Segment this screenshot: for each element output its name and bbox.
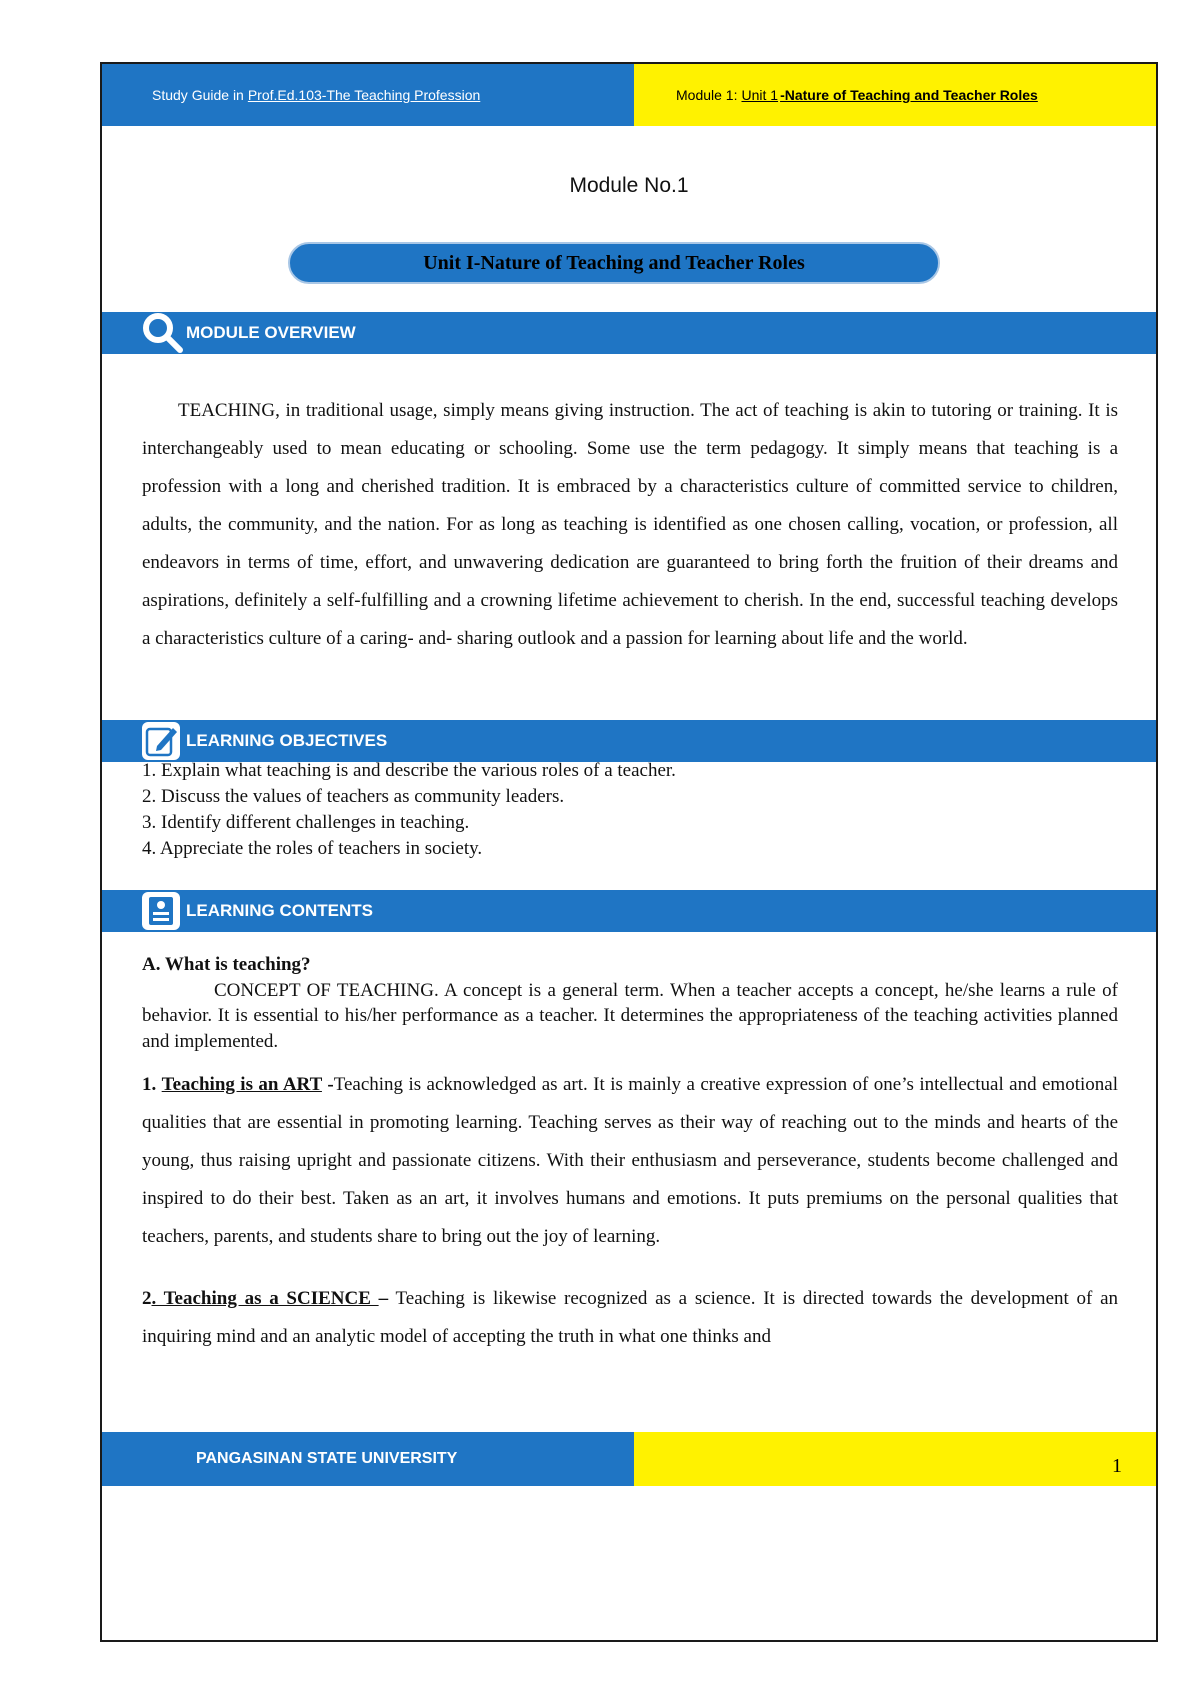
art-dash: - [321,1074,334,1095]
objective-item: 4. Appreciate the roles of teachers in society. [142,838,483,859]
objective-item: 2. Discuss the values of teachers as community leaders. [142,786,565,807]
art-number: 1. [142,1074,157,1095]
objective-item: 1. Explain what teaching is and describe the various roles of a teacher. [142,760,676,781]
concept-text: . A concept is a general term. When a teacher accepts a concept, he/she learns a rule of behavior. It is essential to his/her performance as a teacher. It determines the appropriateness of the teaching activities planned and implemented. [142,979,1118,1052]
learning-contents-bar [102,890,1156,932]
university-name: PANGASINAN STATE UNIVERSITY [196,1450,458,1467]
module-overview-text: TEACHING, in traditional usage, simply means giving instruction. The act of teaching is akin to tutoring or training. It is interchangeably used to mean educating or schooling. Some use the term pedagogy. It simply means that teaching is a profession with a long and cherished tradition. It is embraced by a characteristics culture of committed service to children, adults, the community, and the nation. For as long as teaching is identified as one chosen calling, vocation, or profession, all endeavors in terms of time, effort, and unwavering dedication are guaranteed to bring forth the fruition of their dreams and aspirations, definitely a self-fulfilling and a crowning lifetime achievement to cherish. In the end, successful teaching develops a characteristics culture of a caring- and- sharing outlook and a passion for learning about life and the world. [142,400,1118,649]
unit-title: Unit I-Nature of Teaching and Teacher Roles [423,251,805,274]
concept-label: CONCEPT OF TEACHING [214,979,434,1001]
footer-university-banner [102,1432,634,1486]
module-number: Module No.1 [569,174,689,197]
page-number: 1 [1112,1455,1122,1477]
header-course-banner [102,64,634,126]
art-label: Teaching is an ART [161,1074,322,1095]
learning-objectives-list [142,758,1118,862]
objective-item: 3. Identify different challenges in teaching. [142,812,470,833]
learning-objectives-title: LEARNING OBJECTIVES [186,731,388,750]
module-overview-title: MODULE OVERVIEW [186,323,356,342]
module-overview-bar [102,312,1156,354]
art-paragraph [142,1066,1118,1256]
learning-contents-body [142,952,1118,1356]
header-course-link[interactable]: Prof.Ed.103-The Teaching Profession [247,87,481,103]
magnifier-icon [140,310,184,354]
header-unit-title[interactable]: -Nature of Teaching and Teacher Roles [780,87,1038,103]
learning-objectives-bar [102,720,1156,762]
unit-title-banner [288,242,940,284]
science-label: . Teaching as a SCIENCE [151,1288,379,1309]
science-dash: – [378,1288,389,1309]
concept-paragraph [142,978,1118,1055]
page-frame [100,62,1158,1642]
science-paragraph [142,1280,1118,1356]
document-icon [142,892,180,930]
header-prefix: Study Guide in [152,87,244,103]
footer-page-banner [634,1432,1156,1486]
header-unit-link[interactable]: Unit 1 [741,87,779,103]
learning-contents-title: LEARNING CONTENTS [186,901,373,920]
header-module-prefix: Module 1: [676,87,738,103]
header-module-banner [634,64,1156,126]
science-number: 2 [142,1288,152,1309]
pencil-icon [142,722,180,760]
question-heading: A. What is teaching? [142,954,311,975]
art-text: Teaching is acknowledged as art. It is mainly a creative expression of one’s intellectual and emotional qualities that are essential in promoting learning. Teaching serves as their way of reaching out to the minds and hearts of the young, thus raising upright and passionate citizens. With their enthusiasm and perseverance, students become challenged and inspired to do their best. Taken as an art, it involves humans and emotions. It puts premiums on the personal qualities that teachers, parents, and students share to bring out the joy of learning. [142,1074,1118,1247]
science-text: Teaching is likewise recognized as a science. It is directed towards the development of an inquiring mind and an analytic model of accepting the truth in what one thinks and [142,1288,1119,1347]
